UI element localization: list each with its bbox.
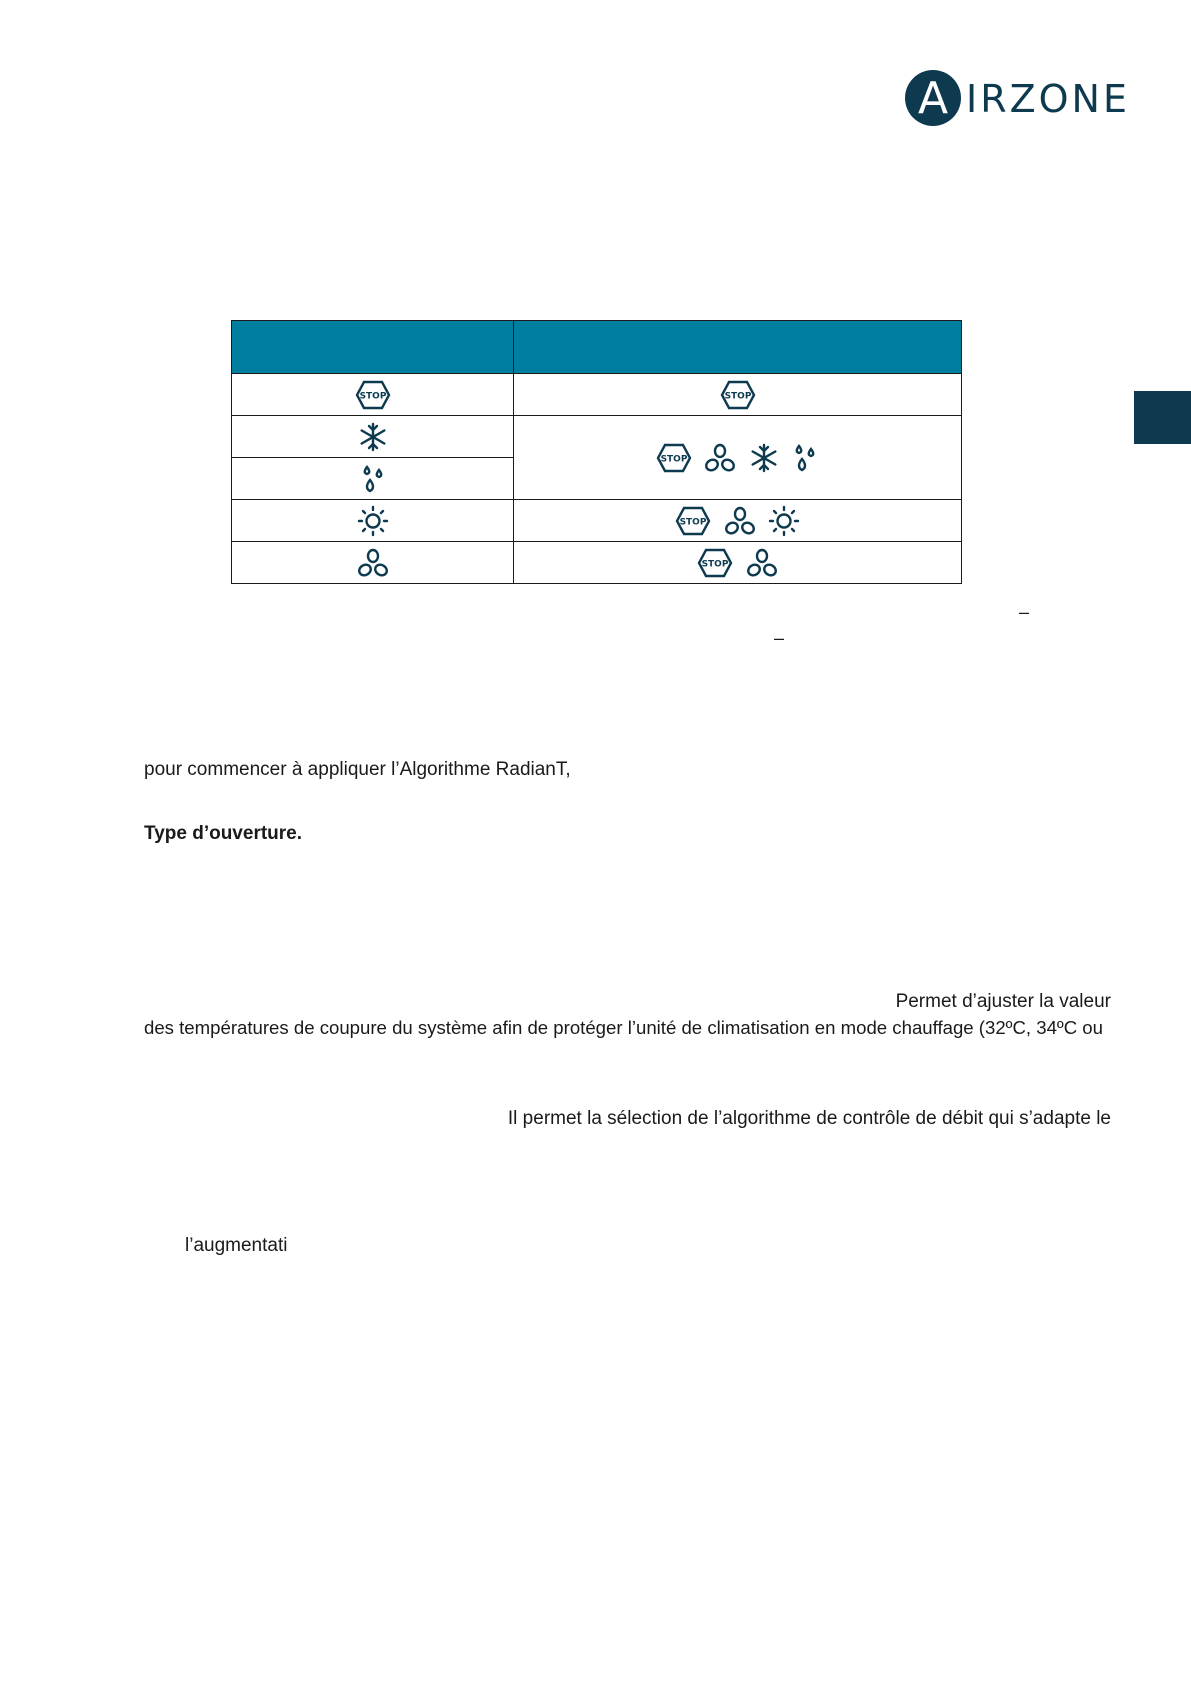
table-cell <box>514 416 962 500</box>
stop-icon <box>675 506 711 536</box>
table-header-cell <box>232 321 514 374</box>
table-cell <box>232 374 514 416</box>
sun-icon <box>357 505 389 537</box>
logo-wordmark: IRZONE <box>966 77 1130 121</box>
stop-label: STOP <box>660 454 688 464</box>
table-cell <box>514 374 962 416</box>
fan-icon <box>357 548 389 578</box>
fan-icon <box>704 443 736 473</box>
table-cell <box>232 542 514 584</box>
dash-mark: – <box>1019 602 1030 622</box>
fan-icon <box>724 506 756 536</box>
stop-icon <box>720 380 756 410</box>
stop-label: STOP <box>701 559 729 569</box>
airzone-logo <box>905 70 1130 128</box>
table-header-cell <box>514 321 962 374</box>
snowflake-icon <box>358 422 388 452</box>
logo-initial: A <box>905 70 961 126</box>
body-text-line: des températures de coupure du système afin de protéger l’unité de climatisation en mode chauffage (32ºC, 34ºC ou <box>144 1017 1103 1038</box>
stop-label: STOP <box>724 391 751 401</box>
drops-icon <box>359 464 387 494</box>
stop-icon <box>656 443 692 473</box>
stop-icon <box>355 380 391 410</box>
section-tab <box>1134 391 1191 444</box>
table-cell <box>232 416 514 458</box>
table-row <box>232 542 962 584</box>
stop-label: STOP <box>359 391 386 401</box>
sun-icon <box>768 505 800 537</box>
section-heading: Type d’ouverture. <box>144 823 303 844</box>
drops-icon <box>791 443 819 473</box>
table-header-row <box>232 321 962 374</box>
stop-icon <box>697 548 733 578</box>
dash-mark: – <box>774 628 785 648</box>
table-cell <box>514 500 962 542</box>
body-text-line: pour commencer à appliquer l’Algorithme RadianT, <box>144 759 571 780</box>
stop-label: STOP <box>679 517 707 527</box>
table-cell <box>232 458 514 500</box>
body-text-line: l’augmentati <box>185 1235 288 1256</box>
body-text-line: Il permet la sélection de l’algorithme de contrôle de débit qui s’adapte le <box>507 1108 1111 1129</box>
table-row <box>232 500 962 542</box>
snowflake-icon <box>749 443 779 473</box>
body-text-line: Permet d’ajuster la valeur <box>895 991 1111 1012</box>
table-row <box>232 374 962 416</box>
table-row <box>232 416 962 458</box>
mode-table <box>231 320 962 584</box>
fan-icon <box>746 548 778 578</box>
table-cell <box>514 542 962 584</box>
table-cell <box>232 500 514 542</box>
